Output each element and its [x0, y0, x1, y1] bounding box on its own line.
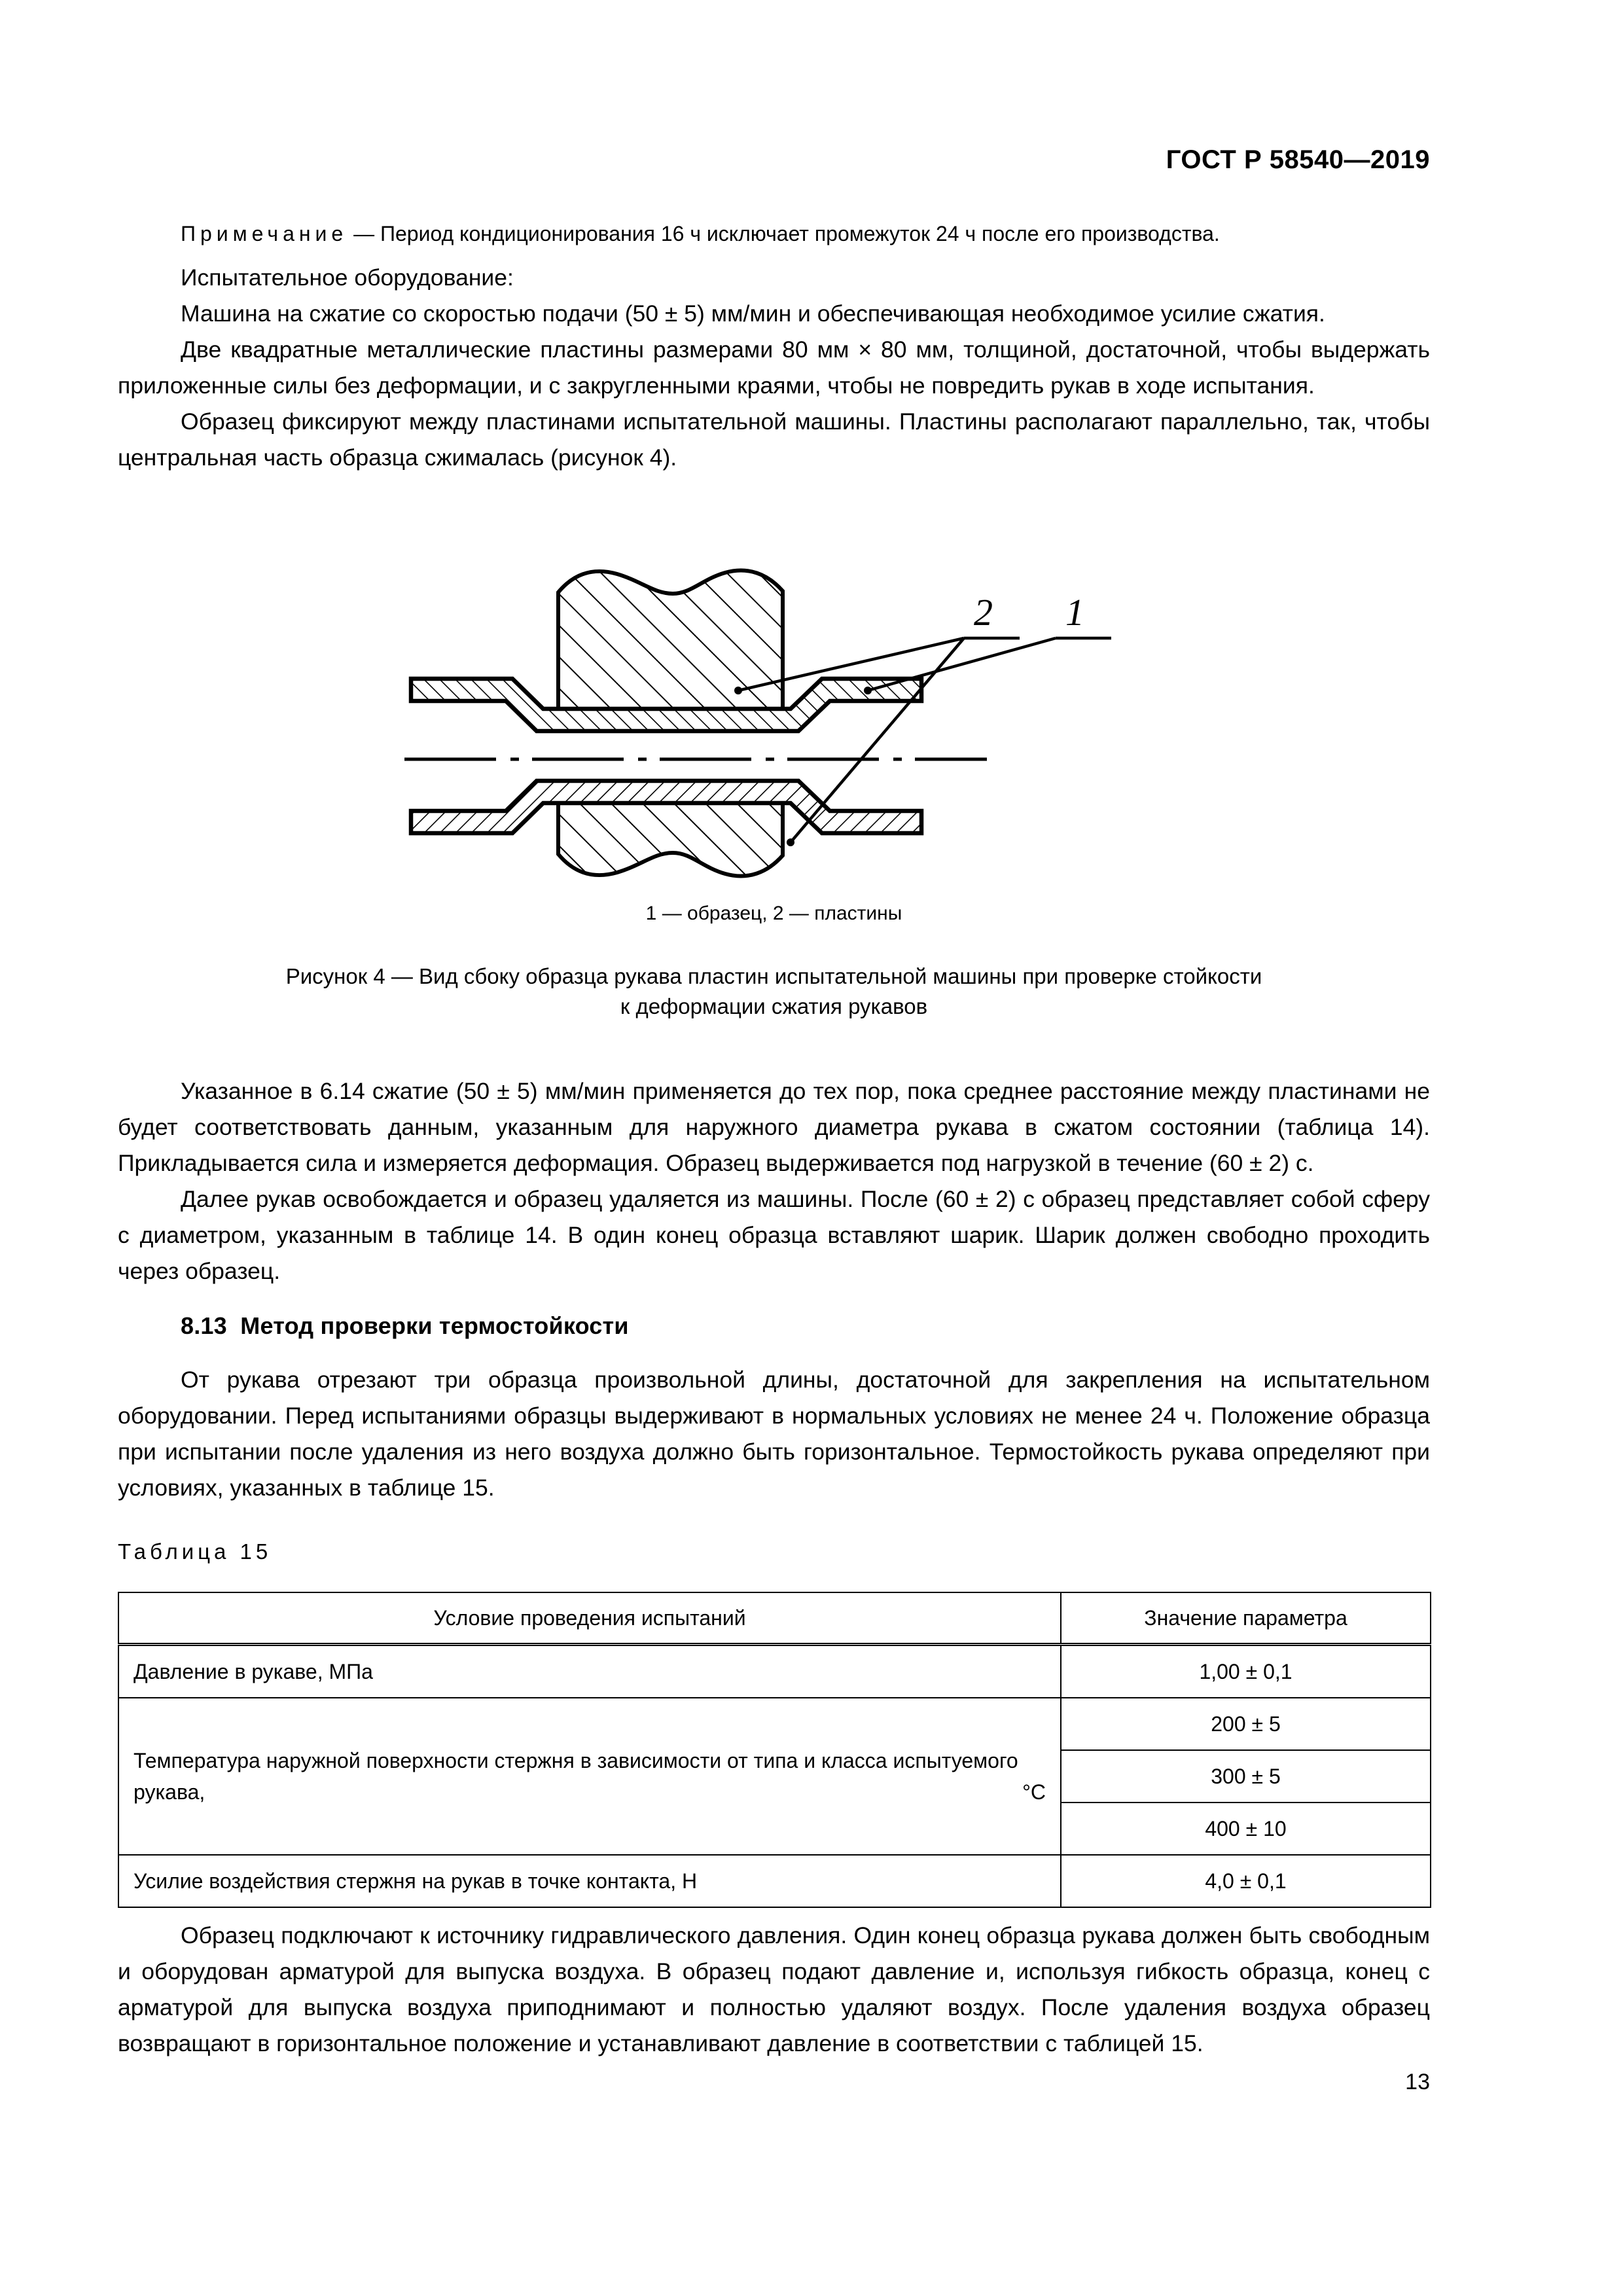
document-body-after-figure	[118, 1073, 1430, 1506]
note-paragraph	[118, 216, 1430, 252]
table-cell-condition: Температура наружной поверхности стержня в зависимости от типа и класса испытуемого рукава, °С	[118, 1698, 1061, 1855]
document-body	[118, 216, 1430, 476]
document-body-final	[118, 1918, 1430, 2062]
final-procedure-paragraph: Образец подключают к источнику гидравлического давления. Один конец образца рукава должен быть свободным и оборудован арматурой для выпуска воздуха. В образец подают давление и, используя гибкость образца, конец с арматурой для выпуска воздуха приподнимают и полностью удаляют воздух. После удаления воздуха образец возвращают в горизонтальное положение и устанавливают давление в соответствии с таблицей 15.	[118, 1922, 1430, 2056]
figure-4	[118, 560, 1430, 1022]
note-label: Примечание	[181, 222, 348, 245]
table-row	[118, 1698, 1431, 1750]
lower-plate	[558, 803, 783, 876]
note-dash: —	[353, 222, 375, 245]
equipment-heading-paragraph: Испытательное оборудование:	[181, 264, 514, 291]
plates-paragraph: Две квадратные металлические пластины размерами 80 мм × 80 мм, толщиной, достаточной, чтобы выдержать приложенные силы без деформации, и с закругленными краями, чтобы не повредить рукав в ходе испытания.	[118, 336, 1430, 399]
callout-leader-lines	[738, 638, 1111, 842]
table-15-label: Таблица 15	[118, 1539, 272, 1564]
machine-paragraph: Машина на сжатие со скоростью подачи (50 ± 5) мм/мин и обеспечивающая необходимое усилие сжатия.	[181, 300, 1325, 327]
table-row	[118, 1855, 1431, 1907]
compression-test-diagram	[398, 560, 1150, 887]
section-title: Метод проверки термостойкости	[240, 1312, 629, 1339]
figure-4-drawing	[118, 560, 1430, 887]
section-8-13-body-paragraph: От рукава отрезают три образца произвольной длины, достаточной для закрепления на испытательном оборудовании. Перед испытаниями образцы выдерживают в нормальных условиях не менее 24 ч. Положение образца при испытании после удаления из него воздуха должно быть горизонтальное. Термостойкость рукава определяют при условиях, указанных в таблице 15.	[118, 1367, 1430, 1501]
table-cell-value: 400 ± 10	[1061, 1803, 1431, 1855]
page-number: 13	[1405, 2070, 1430, 2094]
table-15-header-condition: Условие проведения испытаний	[118, 1592, 1061, 1645]
release-sphere-paragraph: Далее рукав освобождается и образец удаляется из машины. После (60 ± 2) с образец представляет собой сферу с диаметром, указанным в таблице 14. В один конец образца вставляют шарик. Шарик должен свободно проходить через образец.	[118, 1186, 1430, 1284]
figure-caption-line-1: Рисунок 4 — Вид сбоку образца рукава пластин испытательной машины при проверке стойкости	[285, 964, 1262, 988]
table-cell-condition: Усилие воздействия стержня на рукав в точке контакта, Н	[118, 1855, 1061, 1907]
table-cell-value: 200 ± 5	[1061, 1698, 1431, 1750]
table-cell-value: 4,0 ± 0,1	[1061, 1855, 1431, 1907]
standard-reference-header: ГОСТ Р 58540—2019	[1166, 145, 1430, 174]
figure-caption	[118, 961, 1430, 1022]
table-row	[118, 1645, 1431, 1698]
compression-rate-paragraph: Указанное в 6.14 сжатие (50 ± 5) мм/мин применяется до тех пор, пока среднее расстояние между пластинами не будет соответствовать данным, указанным для наружного диаметра рукава в сжатом состоянии (таблица 14). Прикладывается сила и измеряется деформация. Образец выдерживается под нагрузкой в течение (60 ± 2) с.	[118, 1078, 1430, 1176]
fixing-paragraph: Образец фиксируют между пластинами испытательной машины. Пластины располагают параллельно, так, чтобы центральная часть образца сжималась (рисунок 4).	[118, 408, 1430, 471]
figure-legend: 1 — образец, 2 — пластины	[645, 903, 902, 924]
section-heading-8-13	[118, 1308, 1430, 1344]
callout-label-1: 1	[1065, 591, 1084, 634]
table-15-body	[118, 1645, 1431, 1908]
table-15-header-row	[118, 1592, 1431, 1645]
section-number: 8.13	[181, 1312, 227, 1339]
figure-caption-line-2: к деформации сжатия рукавов	[620, 994, 928, 1018]
table-cell-value: 1,00 ± 0,1	[1061, 1645, 1431, 1698]
table-15-header-value: Значение параметра	[1061, 1592, 1431, 1645]
note-text: Период кондиционирования 16 ч исключает промежуток 24 ч после его производства.	[380, 222, 1220, 245]
table-15	[118, 1592, 1431, 1908]
table-cell-value: 300 ± 5	[1061, 1750, 1431, 1803]
callout-label-2: 2	[973, 591, 993, 634]
table-cell-condition: Давление в рукаве, МПа	[118, 1645, 1061, 1698]
